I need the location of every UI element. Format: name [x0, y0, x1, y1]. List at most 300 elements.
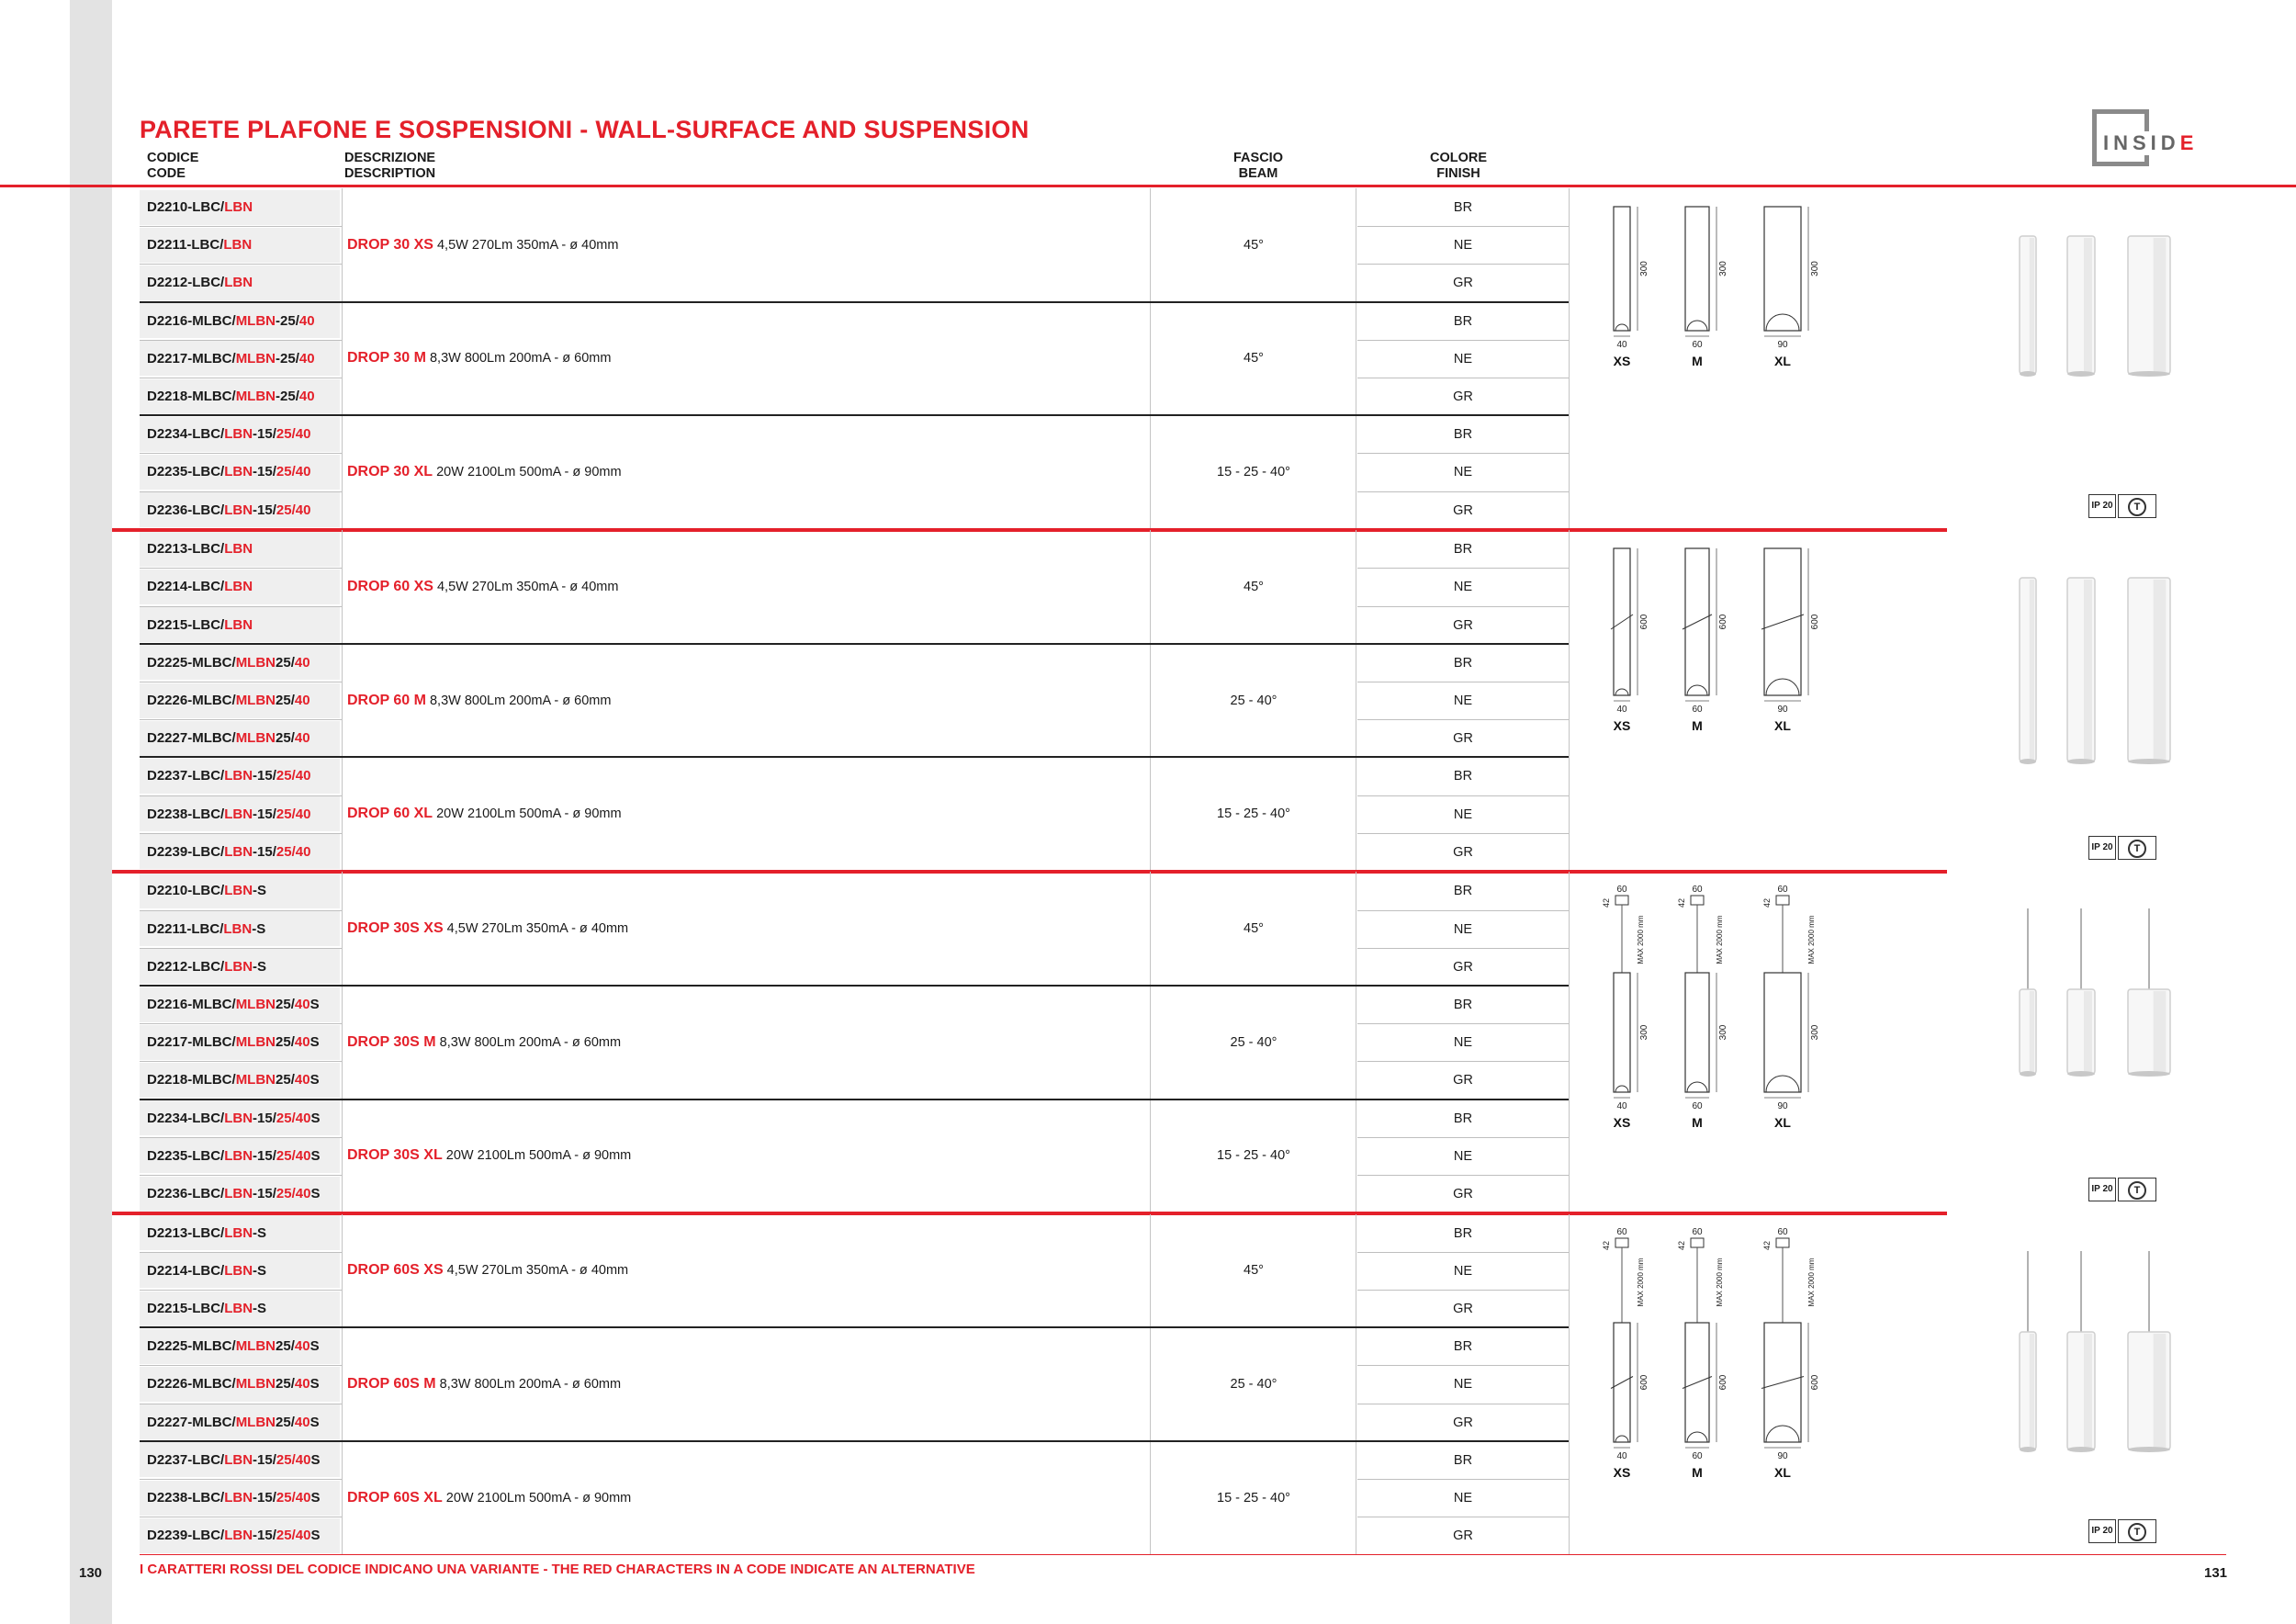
product-description — [347, 920, 628, 937]
pendant-bottom — [2067, 1071, 2095, 1077]
pendant-shade — [2030, 991, 2034, 1072]
finish-value: NE — [1453, 921, 1473, 937]
code-part: D2217-MLBC/ — [147, 350, 236, 367]
product-spec: 20W 2100Lm 500mA - ø 90mm — [433, 465, 622, 479]
group-divider — [140, 643, 1569, 645]
code-part: D2237-LBC/ — [147, 768, 225, 784]
product-name: DROP 60 XL — [347, 806, 433, 822]
finish-value: GR — [1453, 844, 1473, 860]
column-divider — [342, 188, 343, 529]
code-variant: MLBN — [235, 1338, 276, 1355]
code-part: D2239-LBC/ — [147, 843, 225, 860]
header-finish-it: COLORE — [1429, 151, 1488, 165]
product-code — [147, 426, 310, 443]
product-name: DROP 30 M — [347, 350, 426, 367]
finish-value: BR — [1453, 542, 1473, 558]
canopy-width-label: 60 — [1692, 885, 1703, 896]
size-label: XL — [1774, 354, 1791, 368]
canopy-height-label: 42 — [1602, 898, 1611, 908]
pendant-bottom — [2067, 759, 2095, 764]
code-variant: LBN — [223, 920, 253, 937]
code-variant: 25/40 — [276, 1490, 311, 1506]
reflector-arc — [1687, 1432, 1707, 1442]
code-variant: LBN — [224, 1262, 253, 1279]
thermal-protection-icon — [2118, 494, 2156, 518]
finish-value: NE — [1453, 1035, 1473, 1051]
product-description — [347, 237, 618, 254]
brand-logo — [2092, 109, 2199, 174]
cable-length-label: MAX 2000 mm — [1637, 1257, 1645, 1307]
size-label: M — [1692, 354, 1703, 368]
code-part: D2236-LBC/ — [147, 1186, 225, 1201]
footer-note: I CARATTERI ROSSI DEL CODICE INDICANO UNA VARIANTE - THE RED CHARACTERS IN A CODE INDICATE AN ALTERNATIVE — [140, 1562, 975, 1577]
pendant-shade — [2084, 991, 2092, 1072]
thermal-protection-symbol: T — [2128, 1181, 2146, 1200]
reflector-arc — [1687, 1082, 1707, 1092]
finish-value: NE — [1453, 465, 1473, 480]
reflector-arc — [1766, 314, 1799, 331]
finish-value: GR — [1453, 276, 1473, 291]
canopy-width-label: 60 — [1692, 1226, 1703, 1237]
product-spec: 4,5W 270Lm 350mA - ø 40mm — [433, 580, 619, 594]
header-code-it: CODICE — [147, 151, 199, 165]
product-name: DROP 60 M — [347, 692, 426, 708]
code-part: 25/ — [276, 1414, 295, 1430]
code-variant: MLBN — [235, 350, 276, 367]
product-code — [147, 730, 310, 747]
code-variant: MLBN — [235, 693, 276, 708]
code-part: -15/ — [253, 1451, 276, 1468]
finish-value: GR — [1453, 1302, 1473, 1316]
pendant-bottom — [2128, 759, 2170, 764]
code-variant: 40 — [298, 350, 315, 367]
canopy-width-label: 60 — [1616, 1226, 1627, 1237]
product-image — [2002, 1251, 2186, 1462]
canopy — [1776, 896, 1789, 905]
product-code — [147, 768, 310, 784]
thermal-protection-icon — [2118, 1519, 2156, 1543]
code-variant: 40 — [294, 1376, 310, 1393]
product-description — [347, 806, 622, 822]
diameter-label: 40 — [1616, 705, 1627, 716]
code-variant: 25/40 — [276, 1186, 311, 1201]
product-code — [147, 1072, 320, 1088]
code-part: 25/ — [276, 997, 295, 1012]
code-variant: LBN — [224, 1301, 253, 1316]
canopy — [1691, 1238, 1704, 1247]
product-description — [347, 464, 622, 480]
cable-length-label: MAX 2000 mm — [1716, 915, 1724, 964]
size-label: M — [1692, 1115, 1703, 1131]
diameter-label: 40 — [1616, 1101, 1627, 1112]
code-part: D2235-LBC/ — [147, 464, 225, 480]
product-spec: 8,3W 800Lm 200mA - ø 60mm — [425, 351, 612, 367]
canopy-height-label: 42 — [1602, 1240, 1611, 1250]
size-label: XL — [1774, 1464, 1791, 1480]
size-label: XS — [1613, 718, 1631, 734]
code-variant: LBN — [224, 579, 253, 595]
code-part: D2234-LBC/ — [147, 1110, 225, 1126]
code-part: S — [310, 997, 320, 1012]
product-code — [147, 313, 315, 330]
group-divider — [140, 1326, 1569, 1328]
code-part: -S — [253, 883, 267, 899]
header-finish — [1422, 151, 1495, 182]
code-part: -S — [252, 920, 266, 937]
height-label: 300 — [1639, 1025, 1649, 1041]
code-part: D2218-MLBC/ — [147, 389, 236, 404]
beam-angle: 15 - 25 - 40° — [1217, 806, 1290, 822]
product-code — [147, 959, 266, 976]
column-divider — [1150, 188, 1151, 529]
row-divider — [1357, 453, 1569, 454]
diameter-label: 90 — [1777, 1450, 1788, 1461]
product-code — [147, 1034, 320, 1051]
pendant-bottom — [2020, 1071, 2036, 1077]
beam-angle: 45° — [1244, 580, 1264, 594]
ip-rating-badge — [2088, 494, 2158, 518]
code-variant: LBN — [224, 883, 253, 899]
code-variant: MLBN — [235, 1034, 276, 1051]
finish-value: NE — [1453, 1263, 1473, 1279]
height-label: 300 — [1718, 1025, 1728, 1041]
code-part: S — [310, 1451, 321, 1468]
product-code — [147, 1225, 266, 1242]
code-part: S — [310, 1490, 321, 1506]
product-code — [147, 541, 253, 558]
ip-rating-badge — [2088, 1178, 2158, 1201]
finish-value: GR — [1453, 731, 1473, 747]
finish-value: BR — [1453, 1339, 1473, 1355]
code-variant: LBN — [224, 541, 253, 558]
height-label: 300 — [1639, 261, 1649, 276]
code-part: D2225-MLBC/ — [147, 654, 236, 671]
canopy-width-label: 60 — [1777, 1226, 1788, 1237]
ip-rating: IP 20 — [2088, 494, 2116, 518]
header-rule — [0, 185, 2296, 187]
page-title: PARETE PLAFONE E SOSPENSIONI - WALL-SURFACE AND SUSPENSION — [140, 116, 1030, 143]
reflector-arc — [1766, 1076, 1799, 1092]
group-divider — [140, 301, 1569, 303]
finish-value: GR — [1453, 1187, 1473, 1201]
code-part: S — [310, 1147, 321, 1164]
reflector-arc — [1615, 689, 1628, 695]
code-variant: MLBN — [235, 1414, 276, 1430]
code-part: D2235-LBC/ — [147, 1147, 225, 1164]
product-code — [147, 1111, 320, 1127]
header-desc-en: DESCRIPTION — [344, 166, 436, 181]
finish-value: BR — [1453, 769, 1473, 784]
row-divider — [1357, 833, 1569, 834]
product-name: DROP 30 XL — [347, 464, 433, 479]
column-divider — [1150, 530, 1151, 871]
code-variant: LBN — [224, 1451, 253, 1468]
fixture-body-m — [1685, 207, 1709, 331]
code-part: D2216-MLBC/ — [147, 312, 236, 329]
product-description — [347, 350, 611, 367]
pendant-bottom — [2020, 1447, 2036, 1452]
code-part: S — [310, 1338, 320, 1355]
finish-value: GR — [1453, 617, 1473, 633]
code-part: S — [310, 1376, 320, 1393]
product-code — [147, 389, 315, 405]
product-image — [2002, 225, 2186, 436]
product-code — [147, 1263, 266, 1280]
canopy-height-label: 42 — [1762, 1240, 1772, 1250]
header-description — [344, 151, 435, 182]
code-part: D2210-LBC/ — [147, 883, 225, 899]
row-divider — [1357, 568, 1569, 569]
height-label: 300 — [1810, 261, 1820, 276]
thermal-protection-icon — [2118, 1178, 2156, 1201]
code-part: D2214-LBC/ — [147, 1262, 225, 1279]
product-code — [147, 1148, 320, 1165]
code-part: D2226-MLBC/ — [147, 1376, 236, 1393]
thermal-protection-symbol: T — [2128, 1523, 2146, 1541]
beam-angle: 45° — [1244, 1263, 1264, 1279]
row-divider — [1357, 948, 1569, 949]
pendant-shade — [2084, 580, 2092, 760]
size-label: M — [1692, 718, 1703, 734]
code-part: -S — [253, 1262, 267, 1279]
code-part: -S — [253, 1224, 267, 1241]
code-part: -15/ — [253, 806, 276, 822]
diameter-label: 40 — [1616, 1450, 1627, 1461]
code-variant: MLBN — [235, 1072, 276, 1088]
header-desc-it: DESCRIZIONE — [344, 151, 436, 165]
code-part: D2210-LBC/ — [147, 199, 225, 215]
code-variant: MLBN — [235, 1376, 276, 1393]
fixture-body-xs — [1614, 973, 1630, 1092]
finish-value: BR — [1453, 313, 1473, 329]
product-code — [147, 693, 310, 709]
product-image — [2002, 908, 2186, 1120]
beam-angle: 45° — [1244, 921, 1264, 937]
code-variant: 25/40 — [276, 464, 311, 480]
code-variant: LBN — [224, 275, 253, 291]
product-description — [347, 1147, 631, 1164]
height-label: 600 — [1810, 614, 1820, 630]
row-divider — [1357, 1175, 1569, 1176]
diameter-label: 60 — [1692, 705, 1703, 716]
cable-length-label: MAX 2000 mm — [1637, 915, 1645, 964]
height-label: 600 — [1639, 614, 1649, 630]
code-part: D2215-LBC/ — [147, 616, 225, 633]
group-divider — [140, 1099, 1569, 1100]
code-part: -15/ — [253, 768, 276, 784]
technical-drawing — [1594, 201, 1833, 440]
pendant-shade — [2154, 238, 2167, 372]
canopy-width-label: 60 — [1777, 885, 1788, 896]
group-divider — [140, 1440, 1569, 1442]
ip-rating-badge — [2088, 1519, 2158, 1543]
reflector-arc — [1615, 1436, 1628, 1442]
code-variant: 40 — [298, 389, 315, 404]
code-variant: LBN — [223, 237, 253, 254]
code-part: -25/ — [276, 312, 299, 329]
ip-rating-badge — [2088, 836, 2158, 860]
fixture-body-xl — [1764, 207, 1801, 331]
height-label: 600 — [1639, 1374, 1649, 1390]
code-variant: 25/40 — [276, 502, 311, 518]
brand-logo-text: INSIDE — [2103, 131, 2199, 154]
code-variant: MLBN — [235, 312, 276, 329]
break-line — [1761, 615, 1804, 629]
code-variant: LBN — [224, 806, 253, 822]
finish-value: GR — [1453, 502, 1473, 518]
technical-drawing — [1594, 543, 1833, 782]
product-code — [147, 883, 266, 899]
code-part: 25/ — [276, 654, 295, 671]
canopy — [1776, 1238, 1789, 1247]
product-name: DROP 30 XS — [347, 236, 433, 253]
product-spec: 20W 2100Lm 500mA - ø 90mm — [442, 1148, 632, 1164]
code-variant: 40 — [294, 730, 310, 747]
code-part: -15/ — [253, 1528, 276, 1544]
code-part: D2227-MLBC/ — [147, 1414, 236, 1430]
pendant-shade — [2030, 580, 2034, 760]
height-label: 300 — [1718, 261, 1728, 276]
product-description — [347, 1034, 621, 1051]
page-number-right: 131 — [2204, 1565, 2228, 1581]
code-part: 25/ — [276, 730, 295, 747]
code-part: D2213-LBC/ — [147, 1224, 225, 1241]
row-divider — [1357, 1061, 1569, 1062]
code-variant: 25/40 — [276, 1110, 311, 1126]
product-name: DROP 60S XS — [347, 1262, 444, 1279]
product-code — [147, 1528, 320, 1544]
technical-drawing — [1594, 1226, 1833, 1480]
pendant-bottom — [2067, 371, 2095, 377]
cable-length-label: MAX 2000 mm — [1807, 1257, 1816, 1307]
height-label: 600 — [1718, 1374, 1728, 1390]
footer-rule — [140, 1554, 2226, 1555]
product-description — [347, 579, 618, 595]
code-variant: 40 — [298, 312, 315, 329]
product-code — [147, 199, 253, 216]
code-variant: LBN — [224, 768, 253, 784]
product-name: DROP 30S M — [347, 1033, 436, 1050]
size-label: XS — [1613, 354, 1631, 368]
code-part: -15/ — [253, 464, 276, 480]
code-part: D2237-LBC/ — [147, 1451, 225, 1468]
family-divider — [112, 1212, 1947, 1215]
code-variant: 40 — [294, 1338, 310, 1355]
technical-drawing — [1594, 885, 1833, 1131]
height-label: 600 — [1718, 614, 1728, 630]
row-divider — [1357, 910, 1569, 911]
code-part: -S — [253, 958, 267, 975]
row-divider — [1357, 795, 1569, 796]
reflector-arc — [1766, 679, 1799, 695]
pendant-shade — [2084, 238, 2092, 372]
canopy-height-label: 42 — [1762, 898, 1772, 908]
break-line — [1683, 615, 1712, 629]
height-label: 300 — [1810, 1025, 1820, 1041]
canopy-width-label: 60 — [1616, 885, 1627, 896]
product-spec: 4,5W 270Lm 350mA - ø 40mm — [433, 237, 619, 253]
code-part: S — [310, 1528, 321, 1544]
finish-value: NE — [1453, 238, 1473, 254]
canopy-height-label: 42 — [1677, 898, 1686, 908]
code-variant: LBN — [224, 616, 253, 633]
finish-value: NE — [1453, 1148, 1473, 1164]
finish-value: NE — [1453, 1377, 1473, 1393]
code-variant: MLBN — [235, 389, 276, 404]
column-divider — [342, 1214, 343, 1555]
code-variant: 40 — [294, 654, 310, 671]
code-part: 25/ — [276, 693, 295, 708]
row-divider — [1357, 1137, 1569, 1138]
product-description — [347, 1262, 628, 1279]
code-variant: LBN — [224, 1186, 253, 1201]
column-divider — [1569, 188, 1570, 529]
code-part: S — [310, 1034, 320, 1051]
product-code — [147, 237, 252, 254]
code-variant: LBN — [224, 1490, 253, 1506]
code-part: -15/ — [253, 502, 276, 518]
reflector-arc — [1687, 321, 1707, 331]
product-description — [347, 1490, 631, 1506]
product-code — [147, 1415, 320, 1431]
header-beam-it: FASCIO — [1233, 151, 1283, 165]
size-label: M — [1692, 1464, 1703, 1480]
product-spec: 8,3W 800Lm 200mA - ø 60mm — [435, 1377, 622, 1392]
product-code — [147, 921, 265, 938]
break-line — [1761, 1376, 1804, 1388]
row-divider — [1357, 1365, 1569, 1366]
group-divider — [140, 985, 1569, 987]
code-variant: 40 — [294, 1414, 310, 1430]
page-number-left: 130 — [79, 1565, 103, 1581]
code-part: D2239-LBC/ — [147, 1528, 225, 1544]
size-label: XS — [1613, 1115, 1631, 1131]
reflector-arc — [1615, 324, 1628, 331]
reflector-arc — [1615, 1086, 1628, 1092]
finish-value: GR — [1453, 1528, 1473, 1544]
size-label: XL — [1774, 1115, 1791, 1131]
product-code — [147, 997, 320, 1013]
product-code — [147, 464, 310, 480]
size-label: XS — [1613, 1464, 1631, 1480]
code-variant: 25/40 — [276, 1451, 311, 1468]
product-spec: 20W 2100Lm 500mA - ø 90mm — [433, 806, 622, 822]
pendant-bottom — [2067, 1447, 2095, 1452]
product-code — [147, 1338, 320, 1355]
finish-value: BR — [1453, 200, 1473, 215]
code-part: S — [310, 1186, 321, 1201]
fixture-body-xs — [1614, 207, 1630, 331]
canopy-height-label: 42 — [1677, 1240, 1686, 1250]
code-variant: LBN — [224, 1224, 253, 1241]
code-variant: 25/40 — [276, 768, 311, 784]
code-part: -15/ — [253, 1186, 276, 1201]
product-code — [147, 275, 253, 291]
beam-angle: 25 - 40° — [1230, 693, 1277, 708]
product-name: DROP 60S M — [347, 1376, 436, 1392]
code-part: D2218-MLBC/ — [147, 1072, 236, 1088]
canopy — [1691, 896, 1704, 905]
break-line — [1683, 1376, 1712, 1388]
code-part: D2217-MLBC/ — [147, 1034, 236, 1051]
pendant-shade — [2154, 580, 2167, 760]
ip-rating: IP 20 — [2088, 1178, 2116, 1201]
pendant-shade — [2030, 1334, 2034, 1448]
code-variant: LBN — [224, 426, 253, 443]
finish-value: NE — [1453, 694, 1473, 708]
diameter-label: 90 — [1777, 340, 1788, 350]
row-divider — [1357, 340, 1569, 341]
